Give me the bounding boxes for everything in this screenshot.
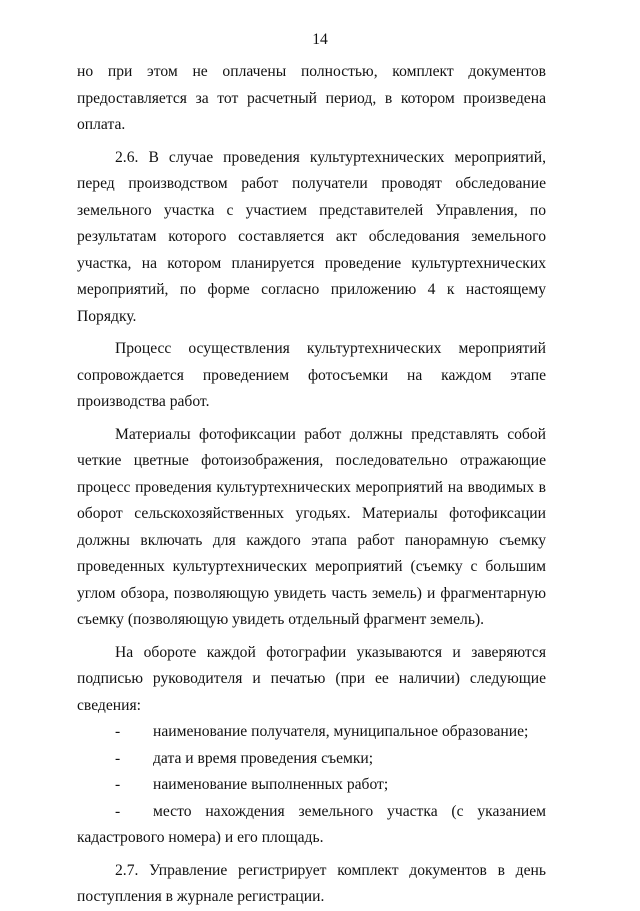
list-item	[77, 746, 546, 773]
list-dash: -	[115, 723, 121, 740]
paragraph-2-7: 2.7. Управление регистрирует комплект документов в день поступления в журнале регистрации.	[77, 861, 546, 905]
list-item	[77, 799, 546, 852]
paragraph-photo-process: Процесс осуществления культуртехнических мероприятий сопровождается проведением фотосъемки на каждом этапе производства работ.	[77, 340, 546, 410]
list-item-text: дата и время проведения съемки;	[153, 749, 374, 767]
paragraph-continuation: но при этом не оплачены полностью, комплект документов предоставляется за тот расчетный период, в котором произведена оплата.	[77, 63, 546, 133]
list-dash: -	[115, 749, 121, 767]
list-dash: -	[115, 776, 121, 793]
list-item-text: наименование получателя, муниципальное образование;	[153, 723, 529, 740]
list-item-text: место нахождения земельного участка (с указанием кадастрового номера) и его площадь.	[77, 802, 546, 846]
paragraph-photo-materials: Материалы фотофиксации работ должны представлять собой четкие цветные фотоизображения, последовательно отражающие процесс проведения культуртехнических мероприятий на вводимых в оборот сельскохозяйственных угодьях. Материалы фотофиксации должны включать для каждого этапа работ панорамную съемку проведенных культуртехнических мероприятий (съемку с большим углом обзора, позволяющую увидеть часть земель) и фрагментарную съемку (позволяющую увидеть отдельный фрагмент земель).	[77, 425, 546, 628]
list-dash: -	[115, 802, 121, 820]
page-number: 14	[312, 31, 328, 48]
list-item	[77, 772, 546, 799]
list-item-text: наименование выполненных работ;	[153, 776, 389, 793]
document-body	[77, 59, 546, 911]
paragraph-2-6: 2.6. В случае проведения культуртехнических мероприятий, перед производством работ получатели проводят обследование земельного участка с участием представителей Управления, по результатам которого составляется акт обследования земельного участка, на котором планируется проведение культуртехнических мероприятий, по форме согласно приложению 4 к настоящему Порядку.	[77, 148, 546, 325]
paragraph-photo-reverse: На обороте каждой фотографии указываются и заверяются подписью руководителя и печатью (при ее наличии) следующие сведения:	[77, 643, 546, 714]
list-item	[77, 719, 546, 746]
